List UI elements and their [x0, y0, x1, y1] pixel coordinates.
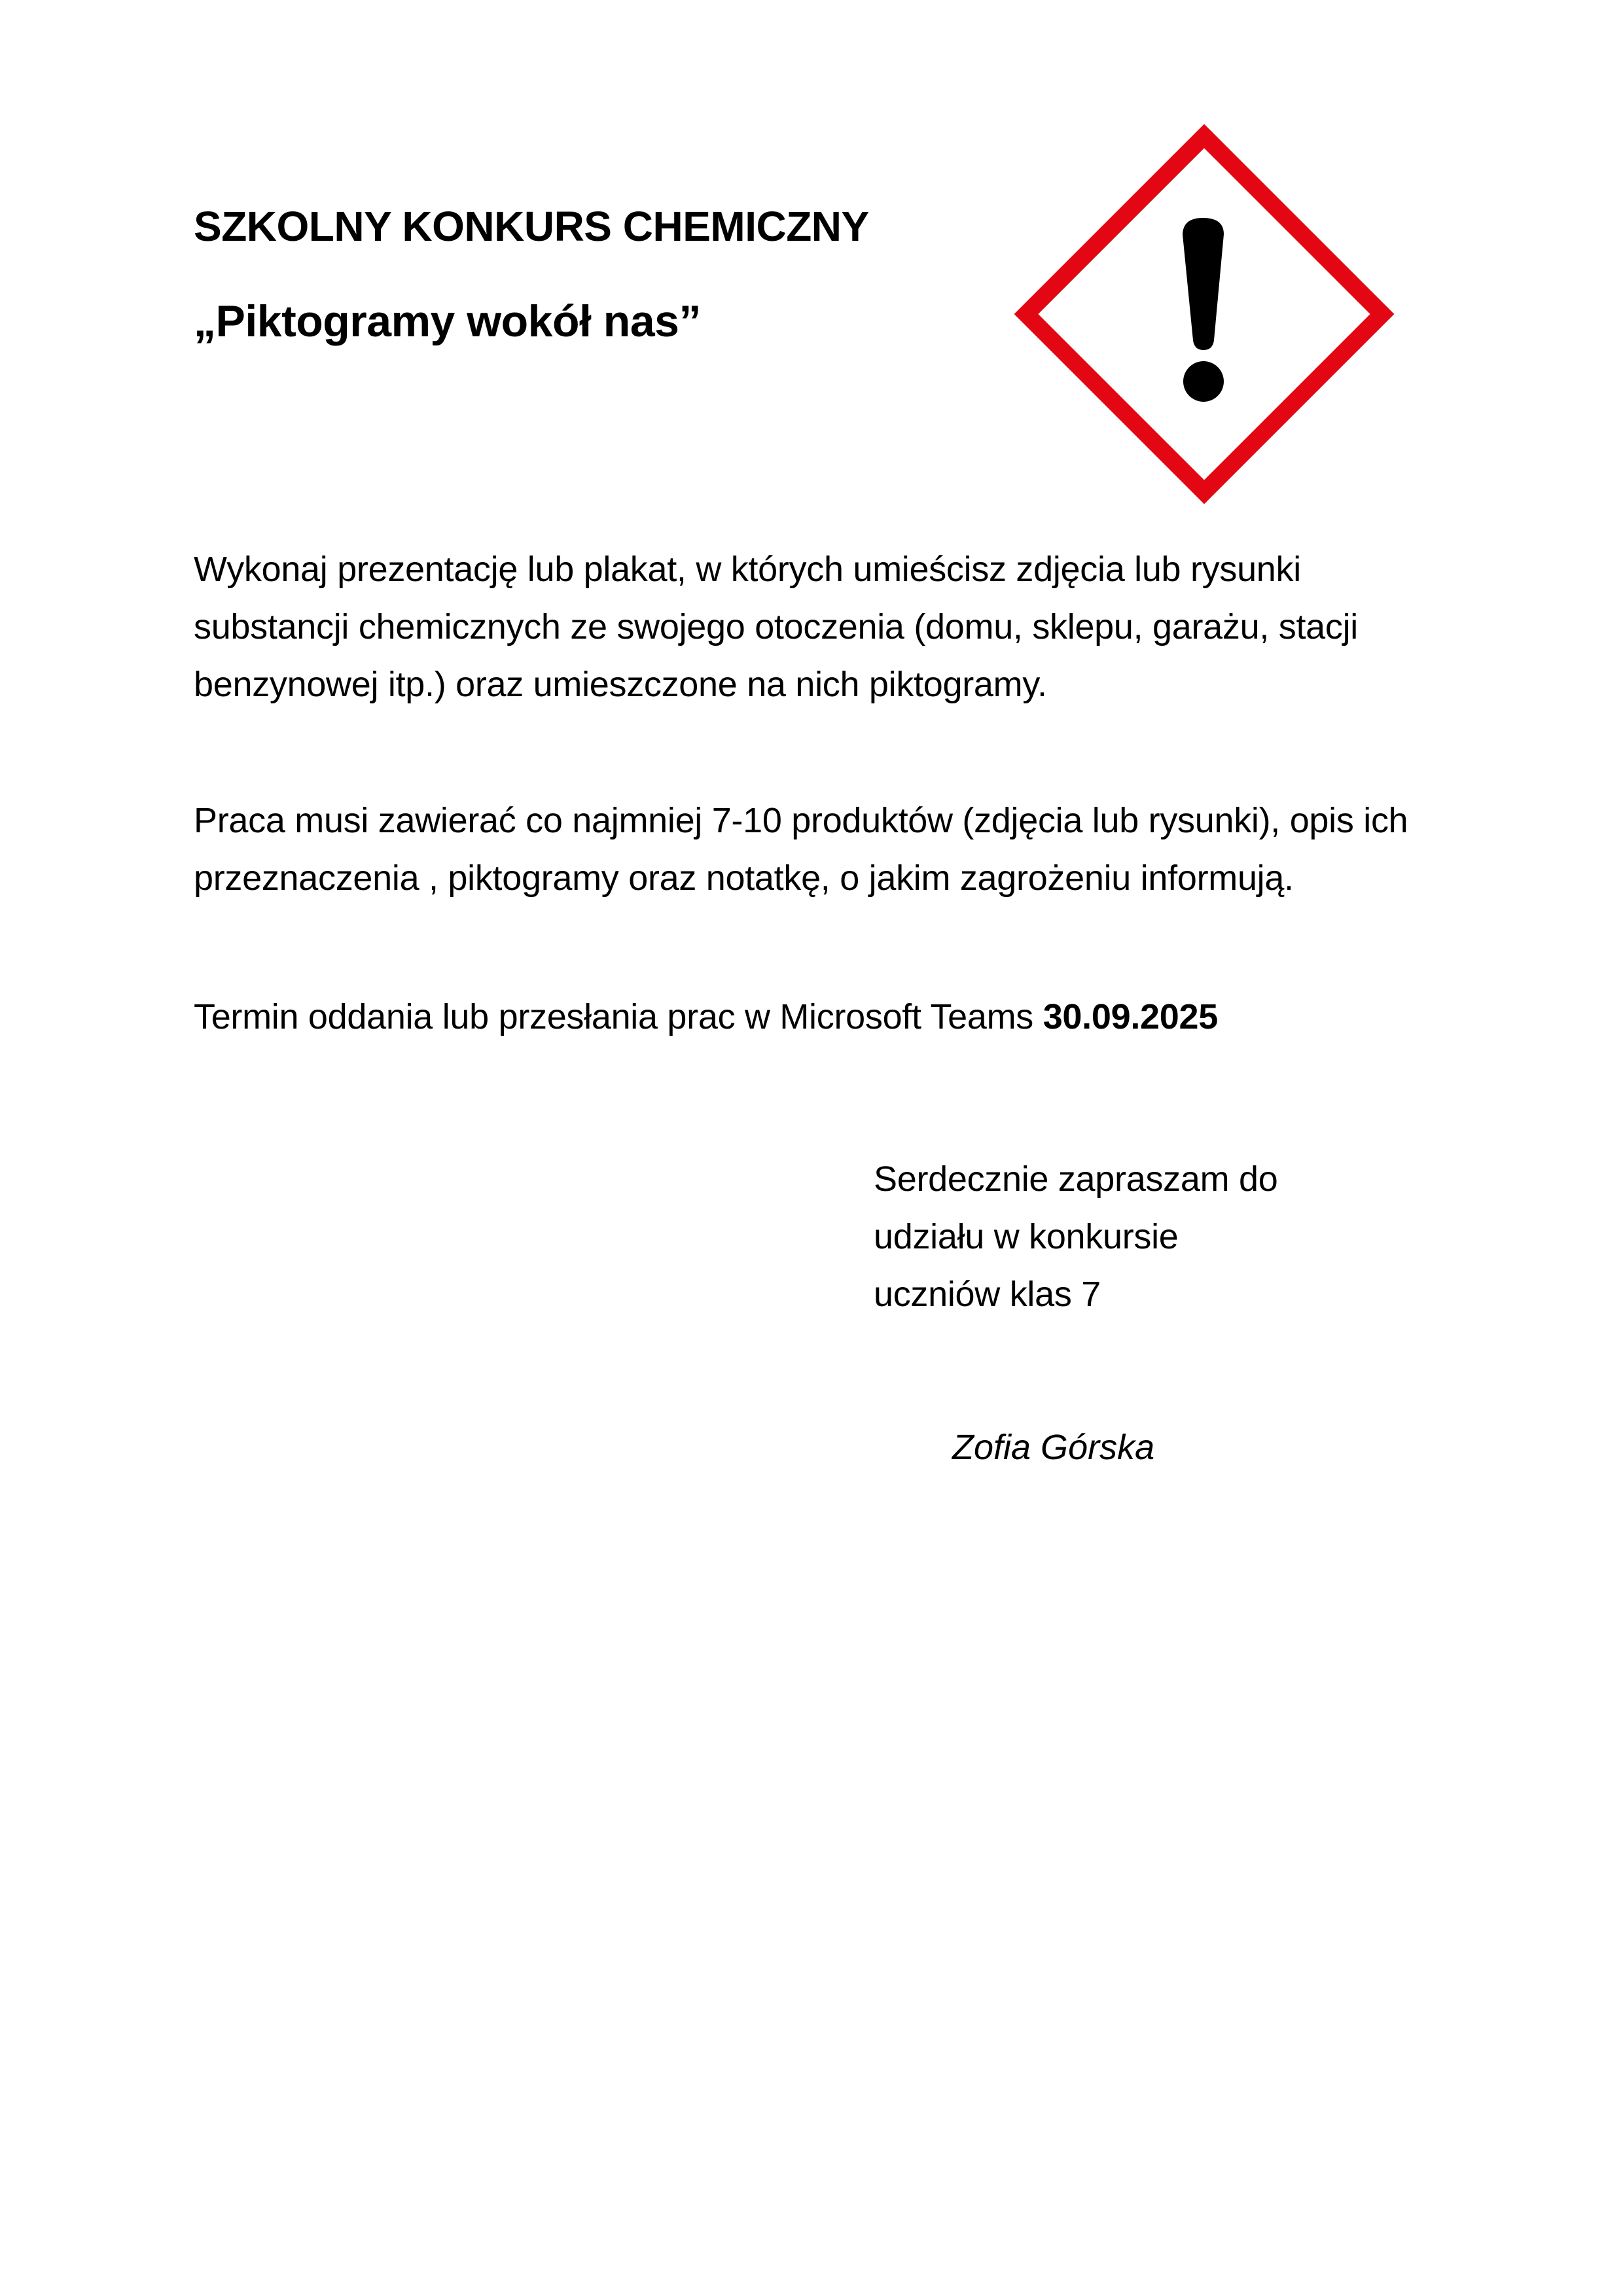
invitation-line-2: udziału w konkursie	[874, 1217, 1179, 1256]
invitation-block	[874, 1150, 1463, 1323]
deadline-paragraph	[194, 988, 1437, 1046]
requirements-paragraph: Praca musi zawierać co najmniej 7-10 produktów (zdjęcia lub rysunki), opis ich przeznaczenia , piktogramy oraz notatkę, o jakim zagrożeniu informują.	[194, 801, 1408, 898]
instructions-paragraph: Wykonaj prezentację lub plakat, w których umieścisz zdjęcia lub rysunki substancji chemicznych ze swojego otoczenia (domu, sklepu, garażu, stacji benzynowej itp.) oraz umieszczone na nich piktogramy.	[194, 550, 1358, 704]
deadline-date: 30.09.2025	[1043, 997, 1218, 1036]
ghs-exclamation-mark-icon	[1014, 124, 1394, 504]
signature: Zofia Górska	[952, 1428, 1155, 1467]
contest-title: SZKOLNY KONKURS CHEMICZNY	[194, 203, 869, 250]
contest-subtitle: „Piktogramy wokół nas”	[194, 296, 701, 346]
invitation-line-1: Serdecznie zapraszam do	[874, 1159, 1278, 1199]
invitation-line-3: uczniów klas 7	[874, 1275, 1101, 1314]
deadline-text: Termin oddania lub przesłania prac w Microsoft Teams	[194, 997, 1043, 1036]
exclamation-dot	[1183, 361, 1224, 402]
